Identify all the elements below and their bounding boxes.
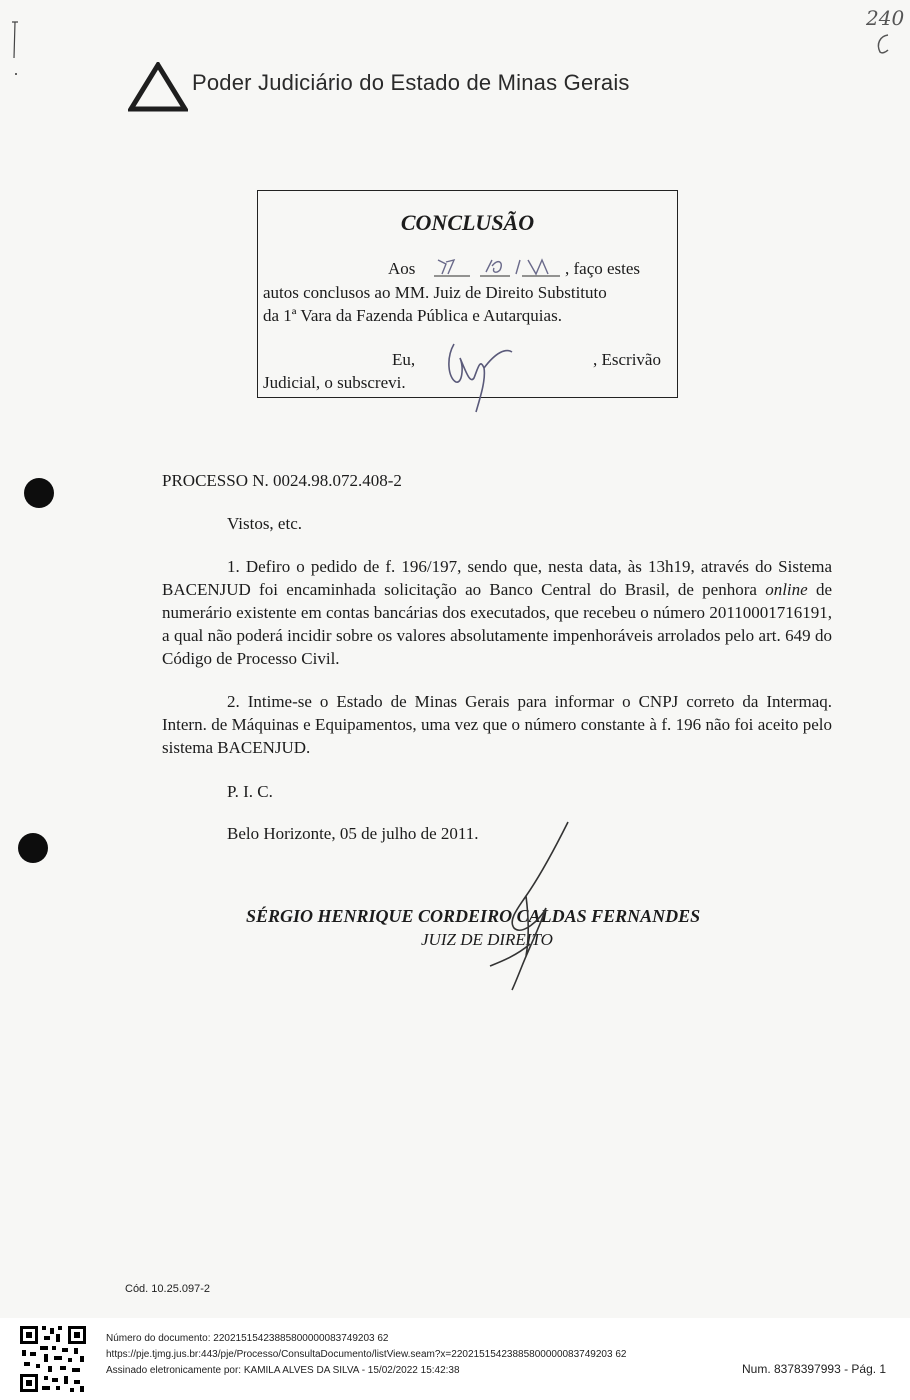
qr-code-icon[interactable]: [18, 1324, 88, 1394]
conclusion-faco-estes: , faço estes: [565, 259, 641, 278]
place-date: Belo Horizonte, 05 de julho de 2011.: [227, 824, 479, 843]
punch-hole: [18, 833, 48, 863]
paragraph-2: 2. Intime-se o Estado de Minas Gerais para informar o CNPJ correto da Intermaq. Intern. de Máquinas e Equipamentos, uma vez que o número constante à f. 196 não foi aceito pelo sistema BACENJUD.: [162, 692, 832, 757]
judge-title: JUIZ DE DIREITO: [421, 930, 553, 949]
footer-document-number: Número do documento: 22021515423885800000083749203 62: [106, 1333, 389, 1344]
handwritten-date-icon: [432, 254, 572, 282]
paragraph-1: 1. Defiro o pedido de f. 196/197, sendo que, nesta data, às 13h19, através do Sistema BACENJUD foi encaminhada solicitação ao Banco Central do Brasil, de penhora online de numerário existente em contas bancárias dos executados, que recebeu o número 20110001716191, a qual não poderá incidir sobre os valores absolutamente impenhoráveis arrolados pelo art. 649 do Código de Processo Civil.: [162, 557, 833, 668]
punch-hole: [24, 478, 54, 508]
judge-signature-icon: [470, 816, 580, 992]
vistos-line: Vistos, etc.: [227, 514, 302, 533]
judiciary-logo-icon: [128, 62, 188, 112]
organization-name: Poder Judiciário do Estado de Minas Gerais: [192, 70, 630, 95]
conclusion-line-5: Judicial, o subscrevi.: [263, 373, 406, 392]
pic-line: P. I. C.: [227, 782, 273, 801]
clerk-signature-icon: [440, 338, 520, 416]
conclusion-line-2: autos conclusos ao MM. Juiz de Direito Substituto: [263, 283, 607, 302]
conclusion-escrivao: , Escrivão: [593, 350, 661, 369]
conclusion-eu: Eu,: [392, 350, 416, 369]
form-code: Cód. 10.25.097-2: [125, 1283, 211, 1295]
conclusion-title: CONCLUSÃO: [400, 210, 535, 235]
process-number: PROCESSO N. 0024.98.072.408-2: [162, 471, 402, 490]
margin-mark-icon: [10, 18, 20, 78]
conclusion-line-3: da 1ª Vara da Fazenda Pública e Autarquias.: [263, 306, 562, 325]
handwritten-page-number: 240: [866, 6, 906, 56]
conclusion-aos: Aos: [388, 259, 416, 278]
footer-url[interactable]: https://pje.tjmg.jus.br:443/pje/Processo/ConsultaDocumento/listView.seam?x=22021515423885800000083749203 62: [106, 1349, 627, 1360]
online-term: online: [765, 580, 808, 599]
footer-signed-by: Assinado eletronicamente por: KAMILA ALVES DA SILVA - 15/02/2022 15:42:38: [106, 1365, 460, 1376]
judge-name: SÉRGIO HENRIQUE CORDEIRO CALDAS FERNANDES: [246, 906, 701, 926]
footer-num-page: Num. 8378397993 - Pág. 1: [742, 1362, 887, 1376]
